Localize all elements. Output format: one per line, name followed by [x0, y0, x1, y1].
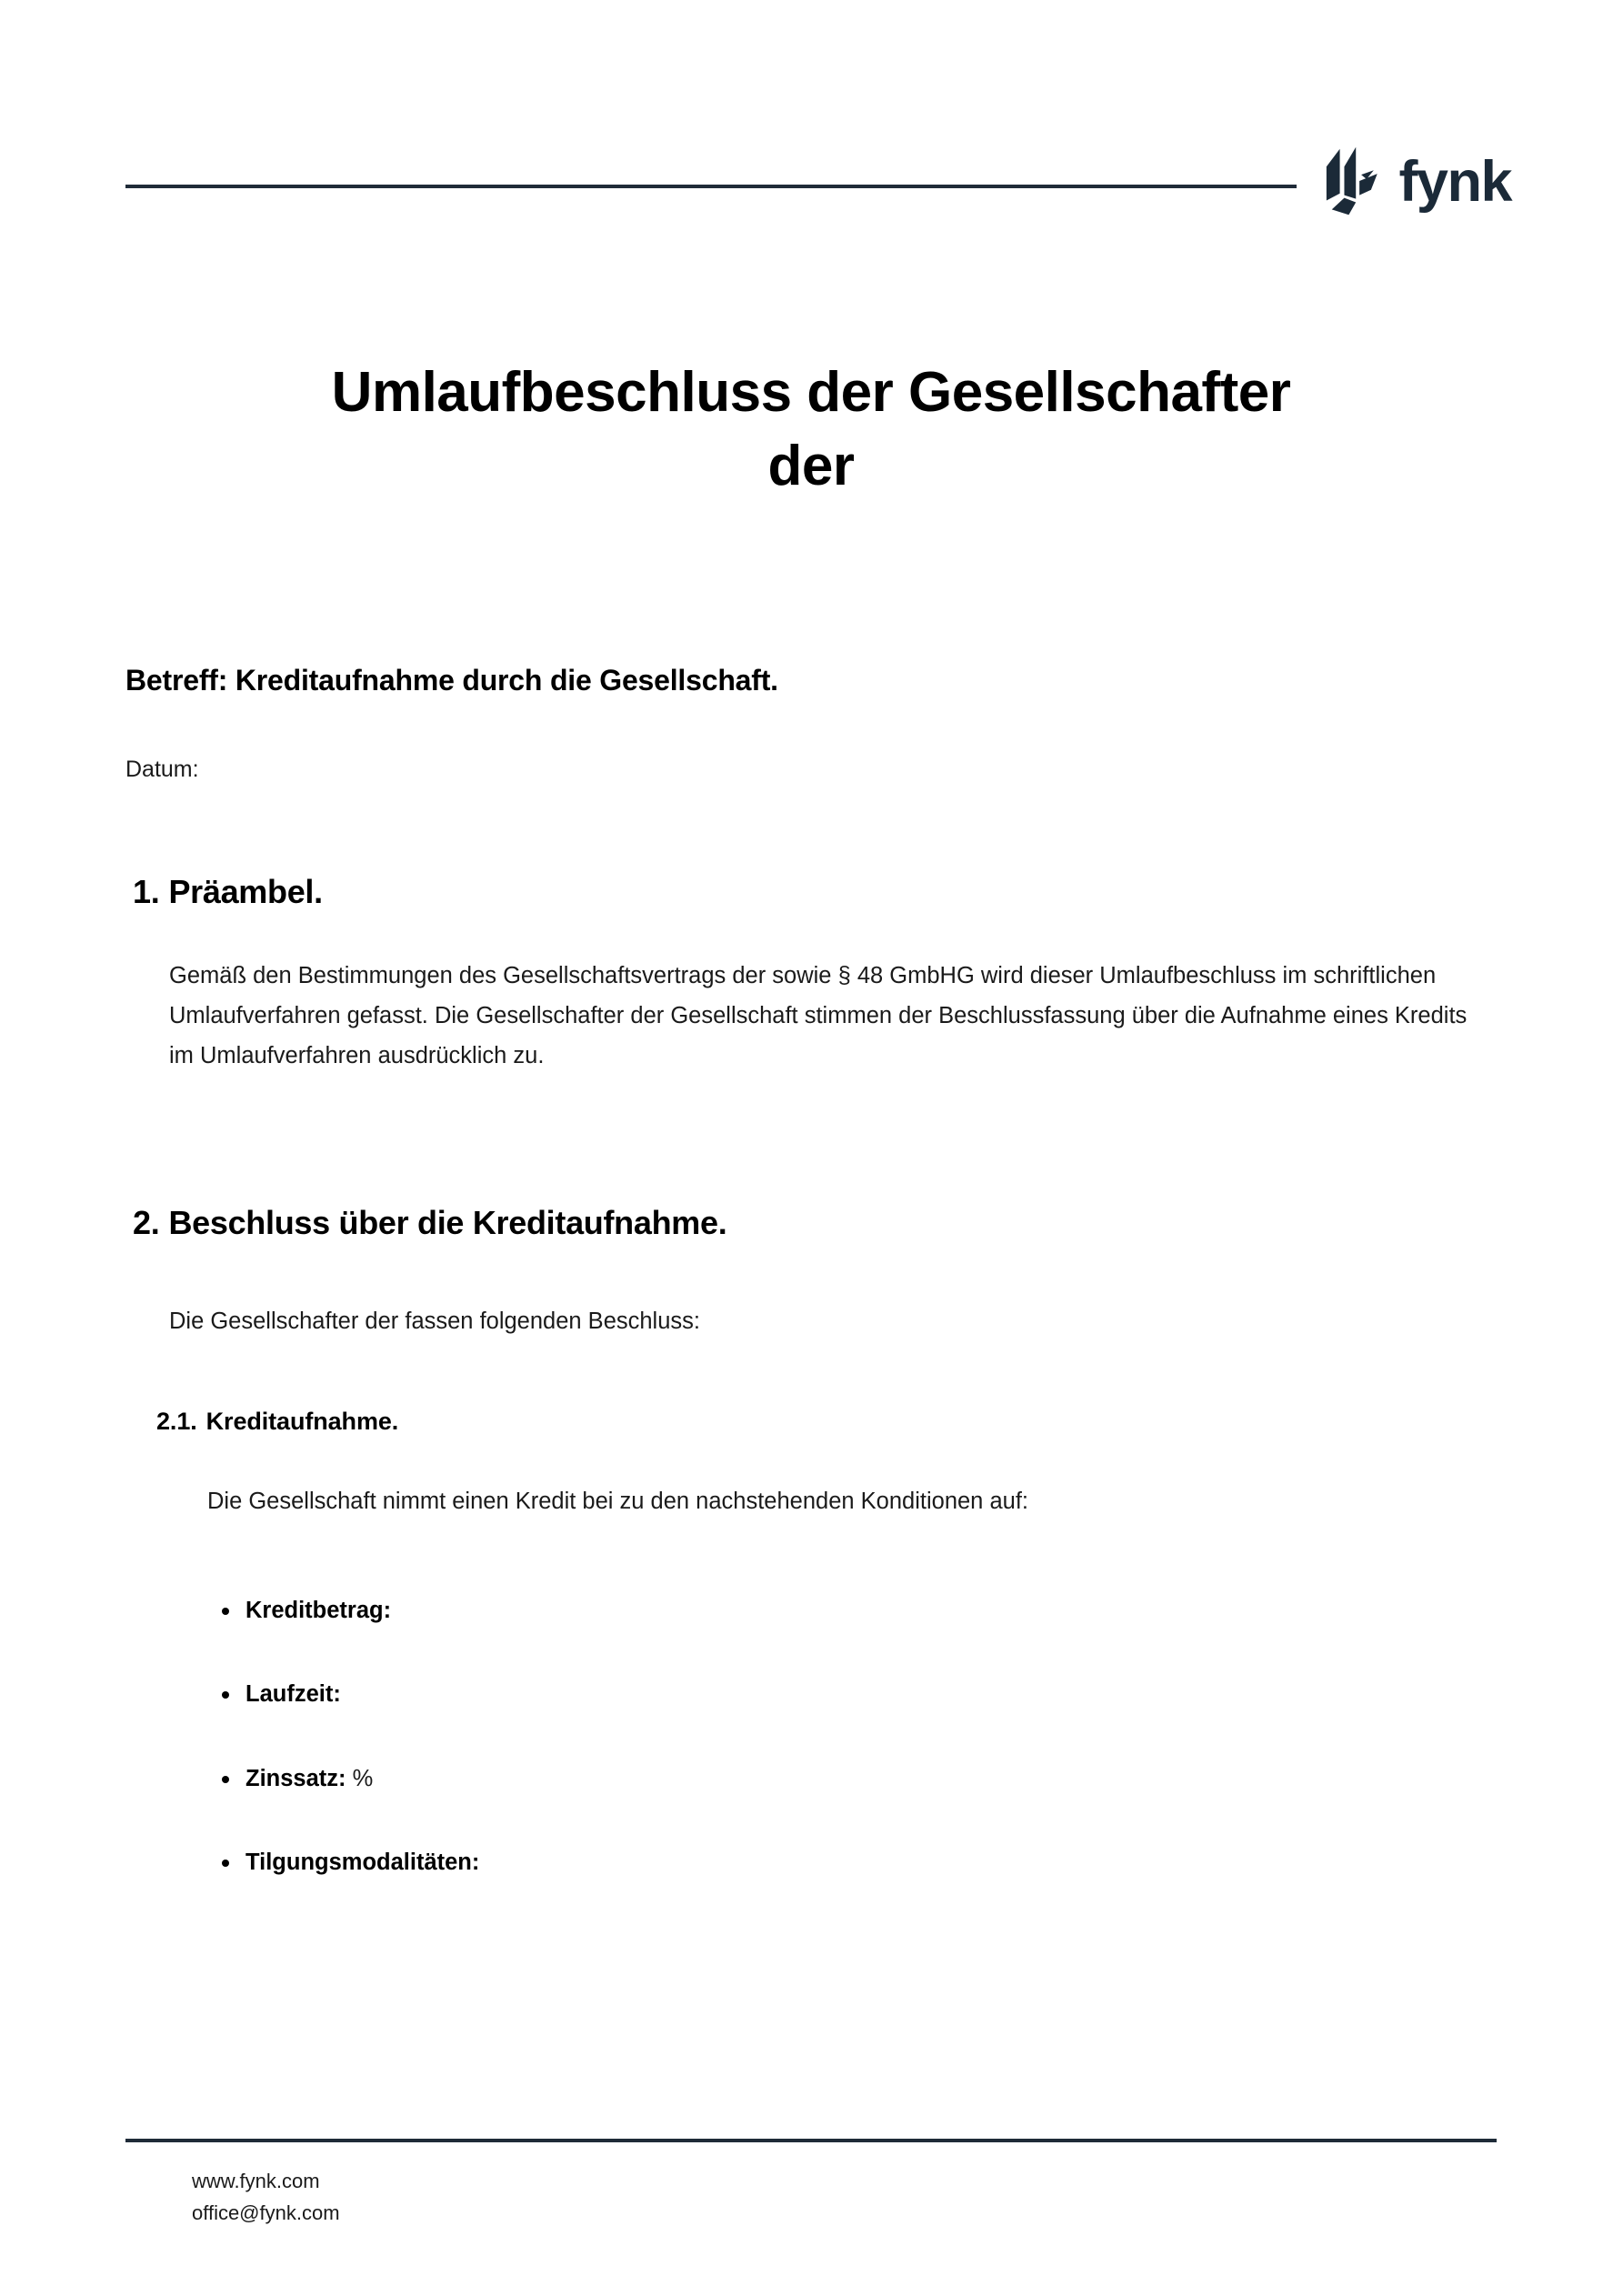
footer-contact — [192, 2166, 340, 2230]
credit-conditions-list — [207, 1593, 1498, 1929]
fynk-wordmark: fynk — [1398, 149, 1511, 214]
footer-website[interactable]: www.fynk.com — [192, 2170, 320, 2192]
section-2-paragraph: Die Gesellschafter der fassen folgenden Beschluss: — [169, 1308, 700, 1334]
page-footer — [0, 2128, 1623, 2296]
bullet-label-zinssatz: Zinssatz: — [245, 1765, 346, 1791]
page-header — [0, 0, 1623, 273]
page-title-line-1: Umlaufbeschluss der Gesellschafter — [331, 361, 1291, 424]
section-1-heading — [133, 873, 1497, 911]
section-1-paragraph: Gemäß den Bestimmungen des Gesellschaftsvertrags der sowie § 48 GmbHG wird dieser Umlaufbeschluss im schriftlichen Umlaufverfahren gefasst. Die Gesellschafter der Gesellschaft stimmen der Beschlussfassung über die Aufnahme eines Kredits im Umlaufverfahren ausdrücklich zu. — [169, 963, 1468, 1068]
section-1-number: 1. — [133, 873, 160, 910]
footer-email[interactable]: office@fynk.com — [192, 2201, 340, 2224]
list-item — [207, 1845, 1498, 1880]
section-2-title: Beschluss über die Kreditaufnahme. — [168, 1204, 727, 1241]
section-2-number: 2. — [133, 1204, 160, 1241]
bullet-label-tilgungsmodalitaeten: Tilgungsmodalitäten: — [245, 1849, 480, 1875]
section-2-1-title: Kreditaufnahme. — [205, 1408, 399, 1435]
page-title-line-2: der — [767, 434, 855, 497]
section-2-heading — [133, 1204, 1497, 1242]
header-divider — [125, 185, 1297, 188]
subject-line: Betreff: Kreditaufnahme durch die Gesellschaft. — [125, 664, 778, 697]
list-item — [207, 1677, 1498, 1711]
date-label: Datum: — [125, 757, 199, 782]
bullet-label-kreditbetrag: Kreditbetrag: — [245, 1598, 392, 1623]
list-item — [207, 1761, 1498, 1796]
fynk-bird-icon — [1320, 143, 1389, 217]
footer-divider — [125, 2139, 1497, 2142]
list-item — [207, 1593, 1498, 1628]
page-title — [125, 356, 1497, 503]
fynk-logo — [1320, 138, 1511, 222]
section-1-title: Präambel. — [168, 873, 323, 910]
section-2-1-number: 2.1. — [156, 1408, 197, 1435]
bullet-value-zinssatz: % — [352, 1765, 374, 1791]
section-2-1-heading — [156, 1408, 1520, 1436]
section-2-1-paragraph: Die Gesellschaft nimmt einen Kredit bei zu den nachstehenden Konditionen auf: — [207, 1489, 1028, 1514]
bullet-label-laufzeit: Laufzeit: — [245, 1681, 341, 1708]
